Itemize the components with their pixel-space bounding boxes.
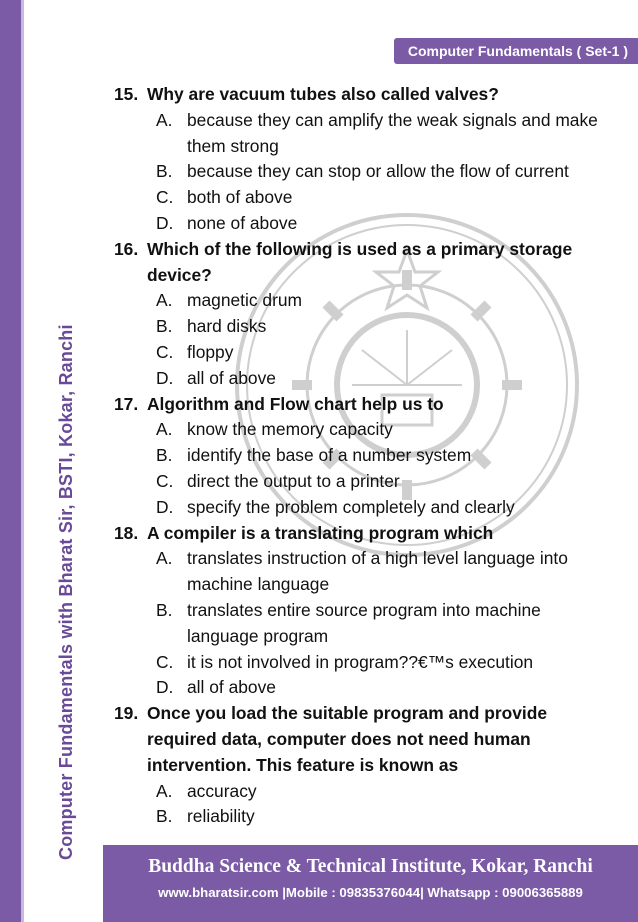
question-number: 17. [114,393,139,414]
option-text: translates instruction of a high level language into machine language [187,548,568,595]
answer-option [114,804,614,830]
option-text: translates entire source program into machine language program [187,599,541,646]
footer-banner [103,845,638,922]
left-accent-stripe [21,0,24,922]
option-letter: C. [156,187,174,208]
option-text: identify the base of a number system [187,445,472,466]
option-text: know the memory capacity [187,419,393,440]
option-text: all of above [187,367,276,388]
side-title: Computer Fundamentals with Bharat Sir, BSTI, Kokar, Ranchi [56,324,76,860]
option-letter: B. [156,316,173,337]
option-text: reliability [187,806,255,827]
option-letter: C. [156,470,174,491]
option-letter: A. [156,780,173,801]
answer-option [114,108,614,160]
option-letter: D. [156,212,174,233]
option-text: floppy [187,341,234,362]
option-letter: B. [156,599,173,620]
option-letter: A. [156,109,173,130]
option-letter: D. [156,677,174,698]
answer-option [114,211,614,237]
left-accent-bar [0,0,21,922]
question-text: Which of the following is used as a primary storage device? [147,238,573,285]
option-text: accuracy [187,780,257,801]
question-list [114,82,614,830]
option-letter: D. [156,367,174,388]
answer-option [114,469,614,495]
option-text: magnetic drum [187,290,303,311]
option-letter: C. [156,341,174,362]
question-text: Once you load the suitable program and provide required data, computer does not need human intervention. This feature is known as [147,703,548,775]
option-text: direct the output to a printer [187,470,400,491]
answer-option [114,546,614,598]
question-15 [114,82,614,108]
option-letter: A. [156,548,173,569]
question-text: Algorithm and Flow chart help us to [147,393,444,414]
option-letter: B. [156,161,173,182]
answer-option [114,779,614,805]
answer-option [114,366,614,392]
answer-option [114,417,614,443]
option-letter: A. [156,290,173,311]
answer-option [114,159,614,185]
option-letter: B. [156,806,173,827]
question-17 [114,392,614,418]
answer-option [114,340,614,366]
header-badge: Computer Fundamentals ( Set-1 ) [394,38,638,64]
question-18 [114,521,614,547]
option-text: because they can amplify the weak signals and make them strong [187,109,598,156]
option-text: specify the problem completely and clearly [187,496,515,517]
question-number: 15. [114,84,139,104]
answer-option [114,495,614,521]
option-text: all of above [187,677,276,698]
option-text: it is not involved in program??€™s execution [187,651,534,672]
option-text: hard disks [187,316,267,337]
answer-option [114,288,614,314]
answer-option [114,650,614,676]
question-number: 19. [114,703,139,724]
footer-title: Buddha Science & Technical Institute, Kokar, Ranchi [148,856,593,877]
option-letter: B. [156,445,173,466]
answer-option [114,443,614,469]
option-text: both of above [187,187,293,208]
option-text: because they can stop or allow the flow of current [187,161,569,182]
question-number: 16. [114,238,139,259]
answer-option [114,185,614,211]
question-text: Why are vacuum tubes also called valves? [147,84,499,104]
question-19 [114,701,614,778]
option-letter: A. [156,419,173,440]
option-text: none of above [187,212,298,233]
answer-option [114,598,614,650]
footer-contact: www.bharatsir.com |Mobile : 09835376044| Whatsapp : 09006365889 [158,885,583,900]
option-letter: C. [156,651,174,672]
option-letter: D. [156,496,174,517]
question-text: A compiler is a translating program which [147,522,494,543]
question-16 [114,237,614,289]
question-number: 18. [114,522,139,543]
answer-option [114,314,614,340]
answer-option [114,675,614,701]
